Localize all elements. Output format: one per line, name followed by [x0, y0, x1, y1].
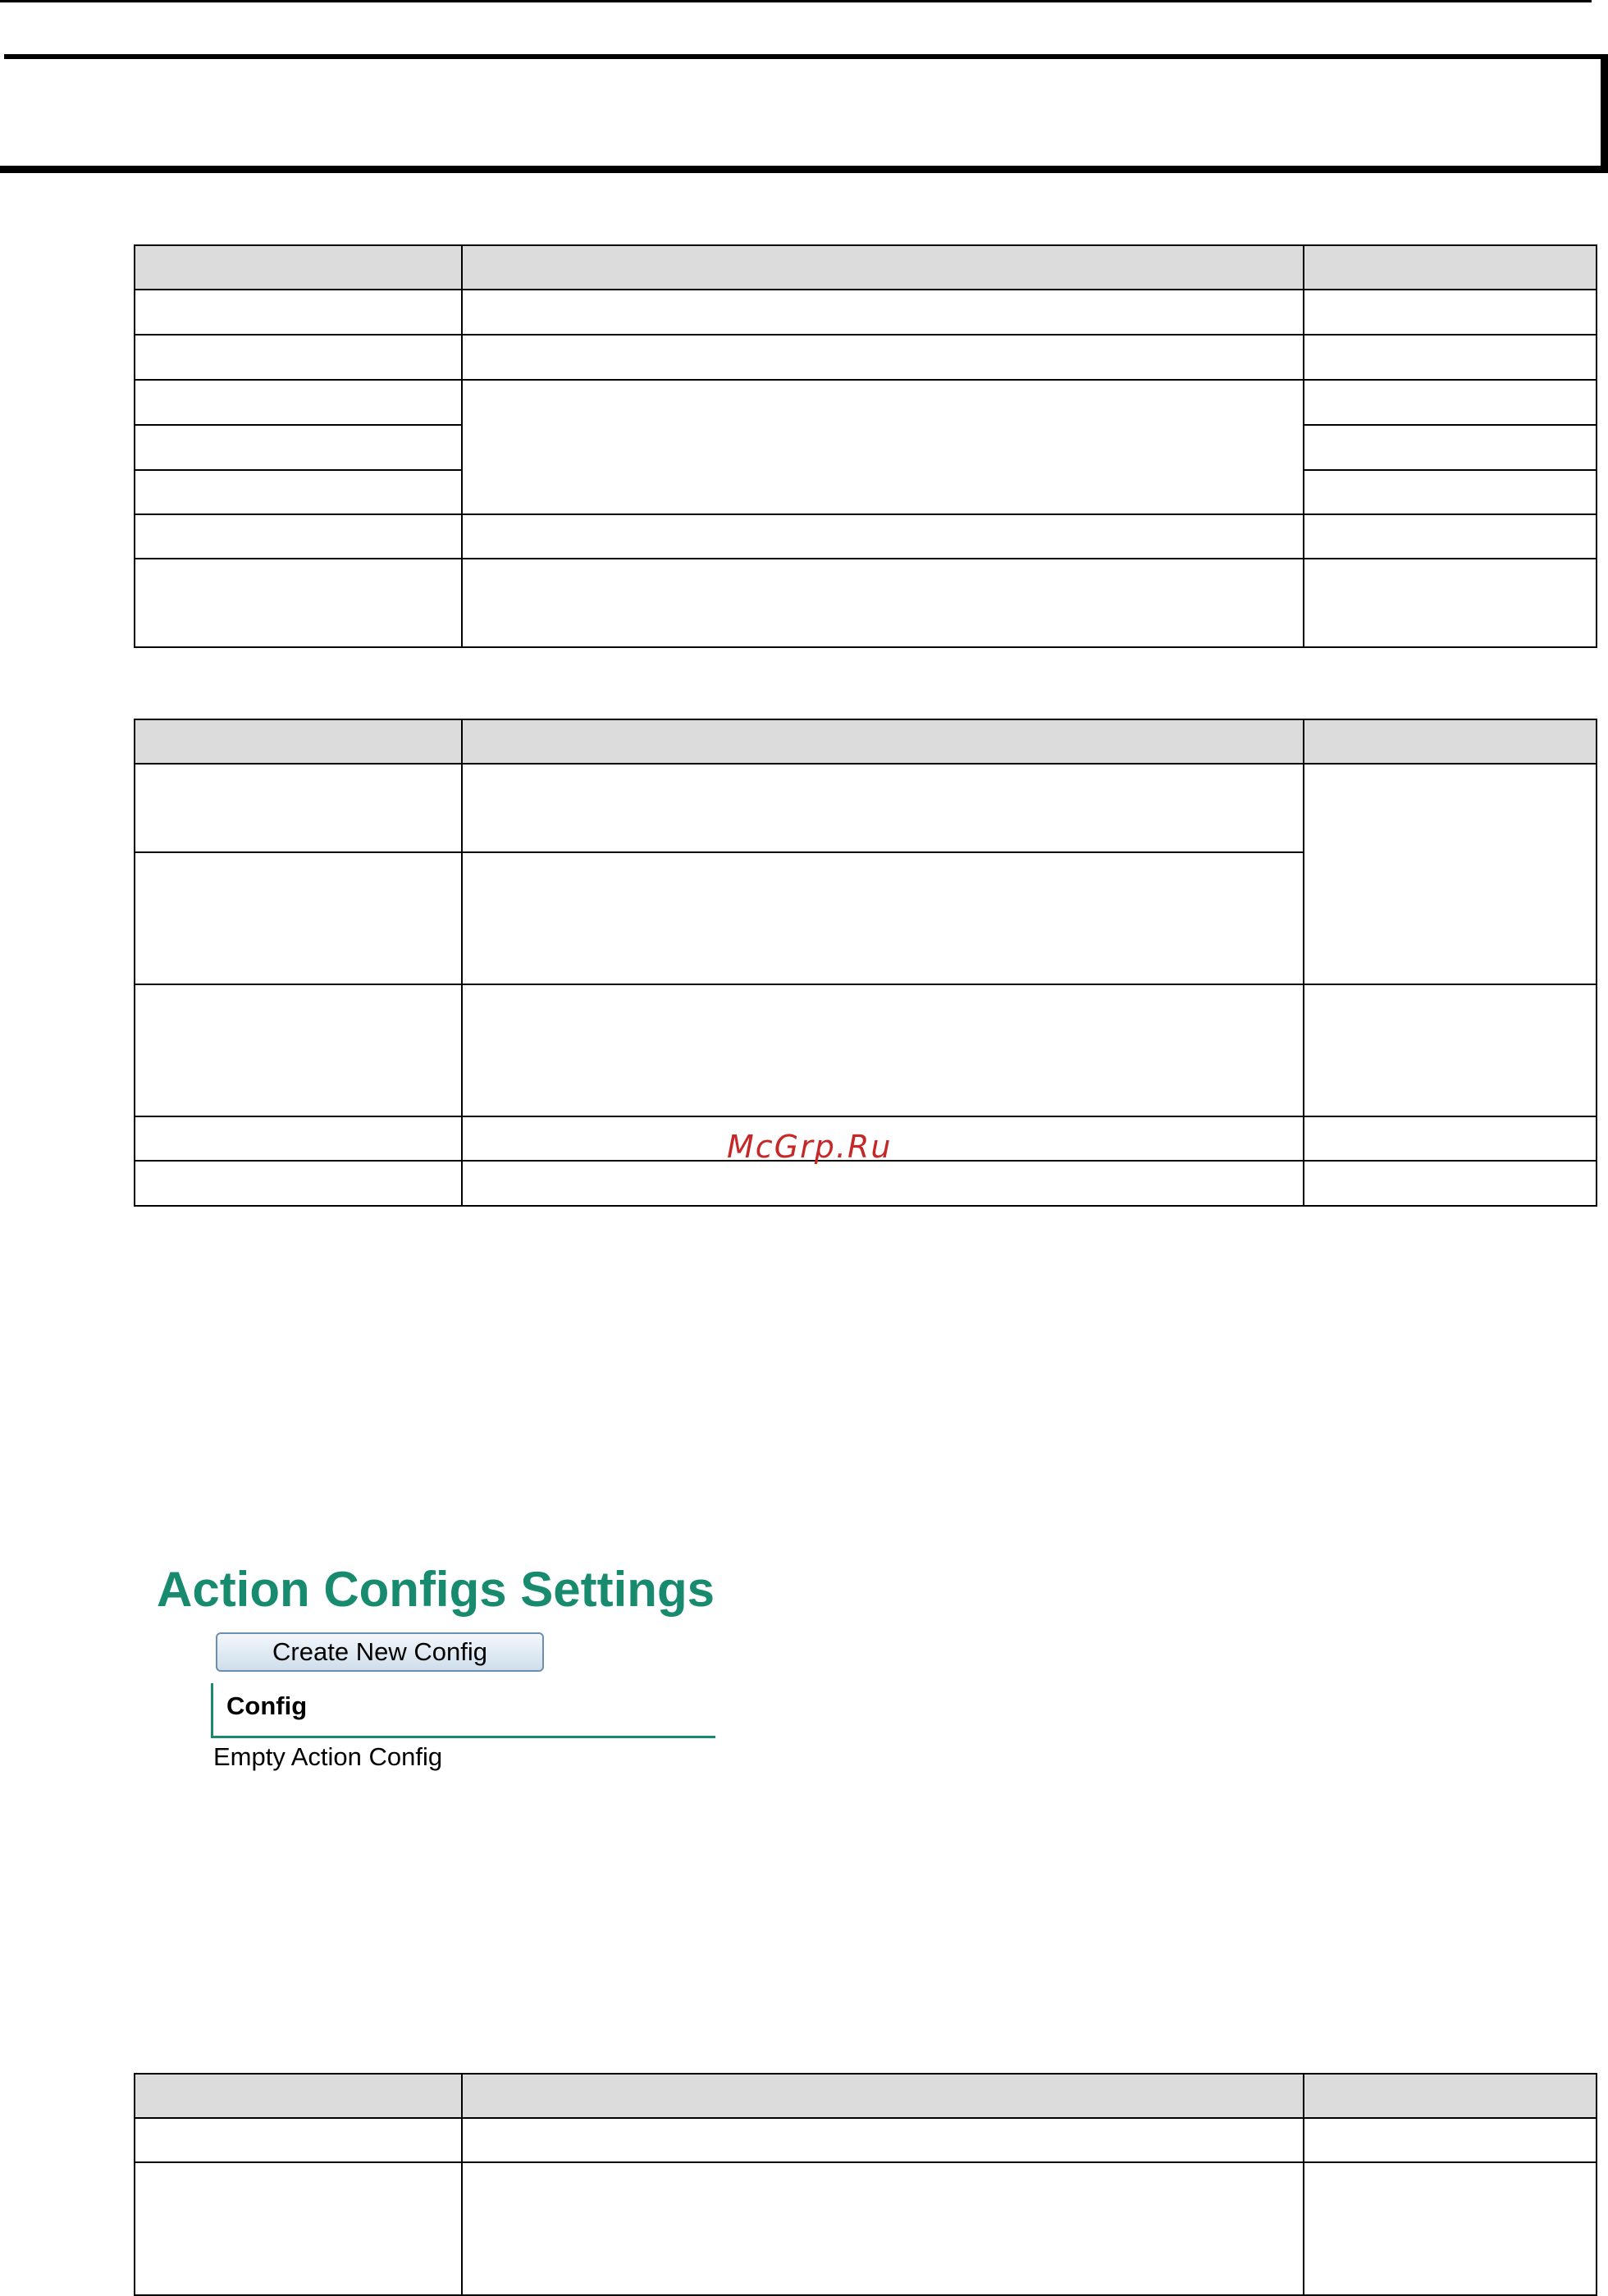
table-cell: [135, 1161, 462, 1206]
table-cell: [1304, 2162, 1597, 2295]
config-header-label: Config: [226, 1691, 308, 1720]
table-cell: [135, 470, 462, 514]
table-header-cell: [462, 2074, 1304, 2118]
table-header-cell: [1304, 245, 1597, 290]
table-cell: [462, 1161, 1304, 1206]
table-cell: [135, 2162, 462, 2295]
table-header-cell: [135, 2074, 462, 2118]
table-cell: [135, 335, 462, 380]
table-cell: [462, 514, 1304, 559]
table-row: [135, 335, 1597, 380]
table-row: [135, 984, 1597, 1116]
table-cell: [1304, 1116, 1597, 1161]
table-cell: [135, 2118, 462, 2162]
table-cell: [462, 559, 1304, 647]
table-row: [135, 380, 1597, 425]
table-cell: [135, 764, 462, 852]
settings-table-1: [134, 244, 1597, 648]
watermark-text: McGrp.Ru: [727, 1129, 893, 1165]
create-new-config-button[interactable]: Create New Config: [216, 1632, 544, 1672]
table-cell: [135, 984, 462, 1116]
table-row: [135, 2162, 1597, 2295]
table-cell: [462, 2118, 1304, 2162]
table-cell: [135, 559, 462, 647]
table-header-cell: [462, 245, 1304, 290]
table-cell: [135, 380, 462, 425]
page-title: Action Configs Settings: [157, 1562, 715, 1617]
table-header-row: [135, 245, 1597, 290]
banner-right-bar: [1601, 54, 1608, 171]
table-cell: [1304, 425, 1597, 470]
table-row: [135, 2118, 1597, 2162]
table-cell: [1304, 290, 1597, 335]
table-row: [135, 764, 1597, 852]
section-banner: [0, 54, 1608, 176]
table-cell: [1304, 2118, 1597, 2162]
top-rule: [0, 0, 1592, 2]
table-cell-merged: [1304, 764, 1597, 984]
banner-bottom-bar: [0, 166, 1608, 173]
table-cell: [1304, 514, 1597, 559]
table-header-cell: [1304, 719, 1597, 764]
table-cell: [462, 852, 1304, 984]
table-row: [135, 290, 1597, 335]
table-header-cell: [462, 719, 1304, 764]
table-header-row: [135, 719, 1597, 764]
table-cell: [1304, 335, 1597, 380]
table-cell: [462, 290, 1304, 335]
table-cell: [135, 1116, 462, 1161]
table-cell: [1304, 984, 1597, 1116]
table-row: [135, 1161, 1597, 1206]
table-cell-merged: [462, 380, 1304, 514]
table-cell: [462, 764, 1304, 852]
table-cell: [462, 2162, 1304, 2295]
table-cell: [135, 514, 462, 559]
table-cell: [135, 290, 462, 335]
table-header-row: [135, 2074, 1597, 2118]
table-cell: [462, 335, 1304, 380]
table-cell: [1304, 559, 1597, 647]
table-cell: [135, 852, 462, 984]
table-row: [135, 514, 1597, 559]
table-row: [135, 559, 1597, 647]
banner-top-bar: [4, 54, 1608, 59]
table-header-cell: [135, 245, 462, 290]
table-cell: [1304, 1161, 1597, 1206]
table-cell: [135, 425, 462, 470]
table-cell: [1304, 380, 1597, 425]
table-header-cell: [1304, 2074, 1597, 2118]
table-header-cell: [135, 719, 462, 764]
config-column-header: [211, 1683, 715, 1738]
empty-state-message: Empty Action Config: [213, 1742, 443, 1771]
table-cell: [462, 984, 1304, 1116]
table-cell: [1304, 470, 1597, 514]
settings-table-3: [134, 2073, 1597, 2296]
